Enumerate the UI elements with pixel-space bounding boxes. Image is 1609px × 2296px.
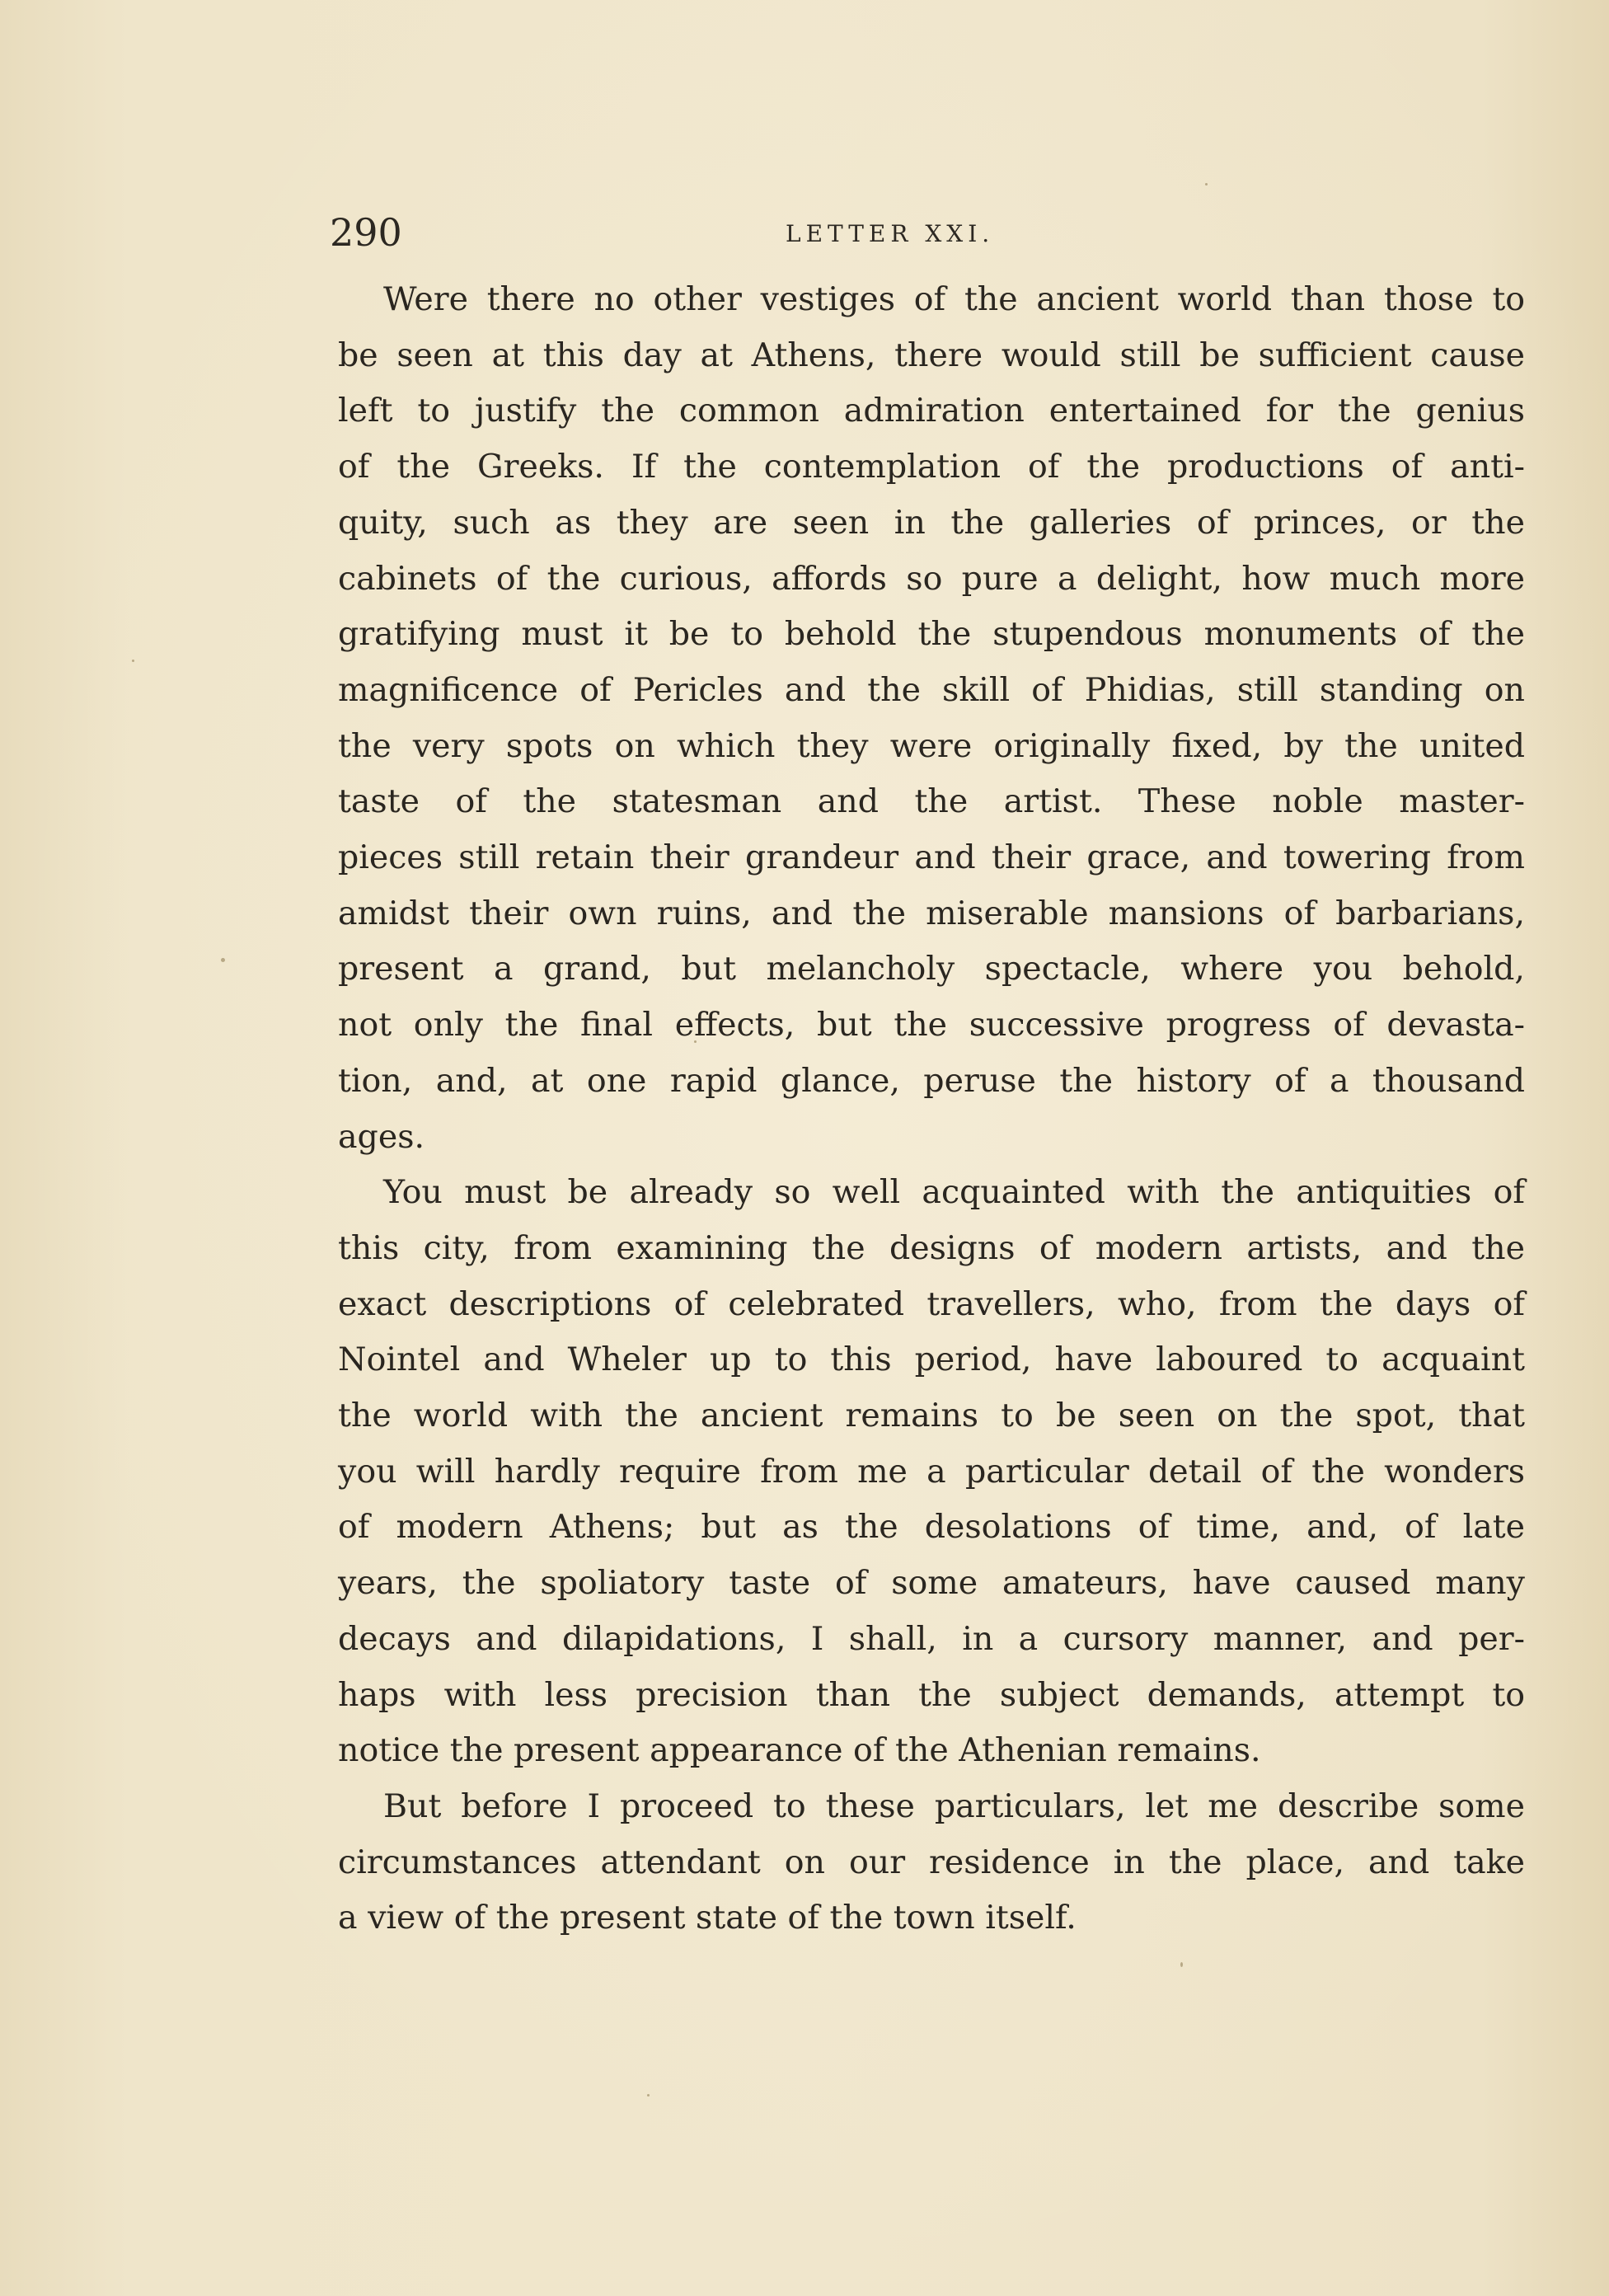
text-line: But before I proceed to these particulars, let me describe some: [383, 1787, 1525, 1825]
paper-speck: [647, 2094, 650, 2096]
paragraph-2: [338, 1165, 1525, 1779]
paragraph-3: [338, 1779, 1525, 1946]
text-line: the very spots on which they were originally fixed, by the united: [338, 726, 1525, 765]
paper-speck: [1180, 1962, 1183, 1967]
text-line: left to justify the common admiration entertained for the genius: [338, 392, 1525, 430]
text-line: cabinets of the curious, affords so pure a delight, how much more: [338, 559, 1525, 598]
paragraph-1: [338, 272, 1525, 1165]
text-line: magnificence of Pericles and the skill of Phidias, still standing on: [338, 670, 1525, 709]
text-line: gratifying must it be to behold the stupendous monuments of the: [338, 615, 1525, 654]
paper-speck: [221, 958, 225, 962]
text-line: pieces still retain their grandeur and their grace, and towering from: [338, 838, 1525, 877]
paper-speck: [132, 660, 134, 662]
text-line: of modern Athens; but as the desolations of time, and, of late: [338, 1508, 1525, 1547]
text-line: you will hardly require from me a particular detail of the wonders: [338, 1452, 1525, 1491]
text-line: a view of the present state of the town itself.: [338, 1899, 1077, 1937]
page-number: 290: [330, 210, 402, 255]
text-line: circumstances attendant on our residence in the place, and take: [338, 1843, 1525, 1881]
text-line: tion, and, at one rapid glance, peruse the history of a thousand: [338, 1061, 1525, 1100]
text-line: not only the final effects, but the successive progress of devasta-: [338, 1006, 1525, 1045]
text-line: of the Greeks. If the contemplation of the productions of anti-: [338, 448, 1525, 486]
text-line: present a grand, but melancholy spectacle, where you behold,: [338, 950, 1525, 988]
text-line: haps with less precision than the subject demands, attempt to: [338, 1675, 1525, 1714]
running-head: LETTER XXI.: [786, 220, 995, 247]
page-header: [330, 208, 1088, 257]
text-line: exact descriptions of celebrated travellers, who, from the days of: [338, 1284, 1525, 1323]
paper-speck: [1205, 183, 1208, 185]
text-line: the world with the ancient remains to be seen on the spot, that: [338, 1397, 1525, 1435]
text-line: ages.: [338, 1117, 425, 1156]
text-line: be seen at this day at Athens, there would still be sufficient cause: [338, 336, 1525, 374]
text-line: notice the present appearance of the Athenian remains.: [338, 1731, 1261, 1770]
text-line: years, the spoliatory taste of some amateurs, have caused many: [338, 1564, 1525, 1603]
text-line: taste of the statesman and the artist. These noble master-: [338, 782, 1525, 821]
text-line: this city, from examining the designs of modern artists, and the: [338, 1228, 1525, 1267]
text-line: Were there no other vestiges of the ancient world than those to: [383, 280, 1525, 318]
text-line: Nointel and Wheler up to this period, have laboured to acquaint: [338, 1341, 1525, 1379]
text-line: You must be already so well acquainted with the antiquities of: [383, 1173, 1525, 1212]
text-line: decays and dilapidations, I shall, in a cursory manner, and per-: [338, 1619, 1525, 1658]
text-line: amidst their own ruins, and the miserable mansions of barbarians,: [338, 894, 1525, 932]
body-text: [338, 272, 1525, 1946]
text-line: quity, such as they are seen in the galleries of princes, or the: [338, 503, 1525, 542]
